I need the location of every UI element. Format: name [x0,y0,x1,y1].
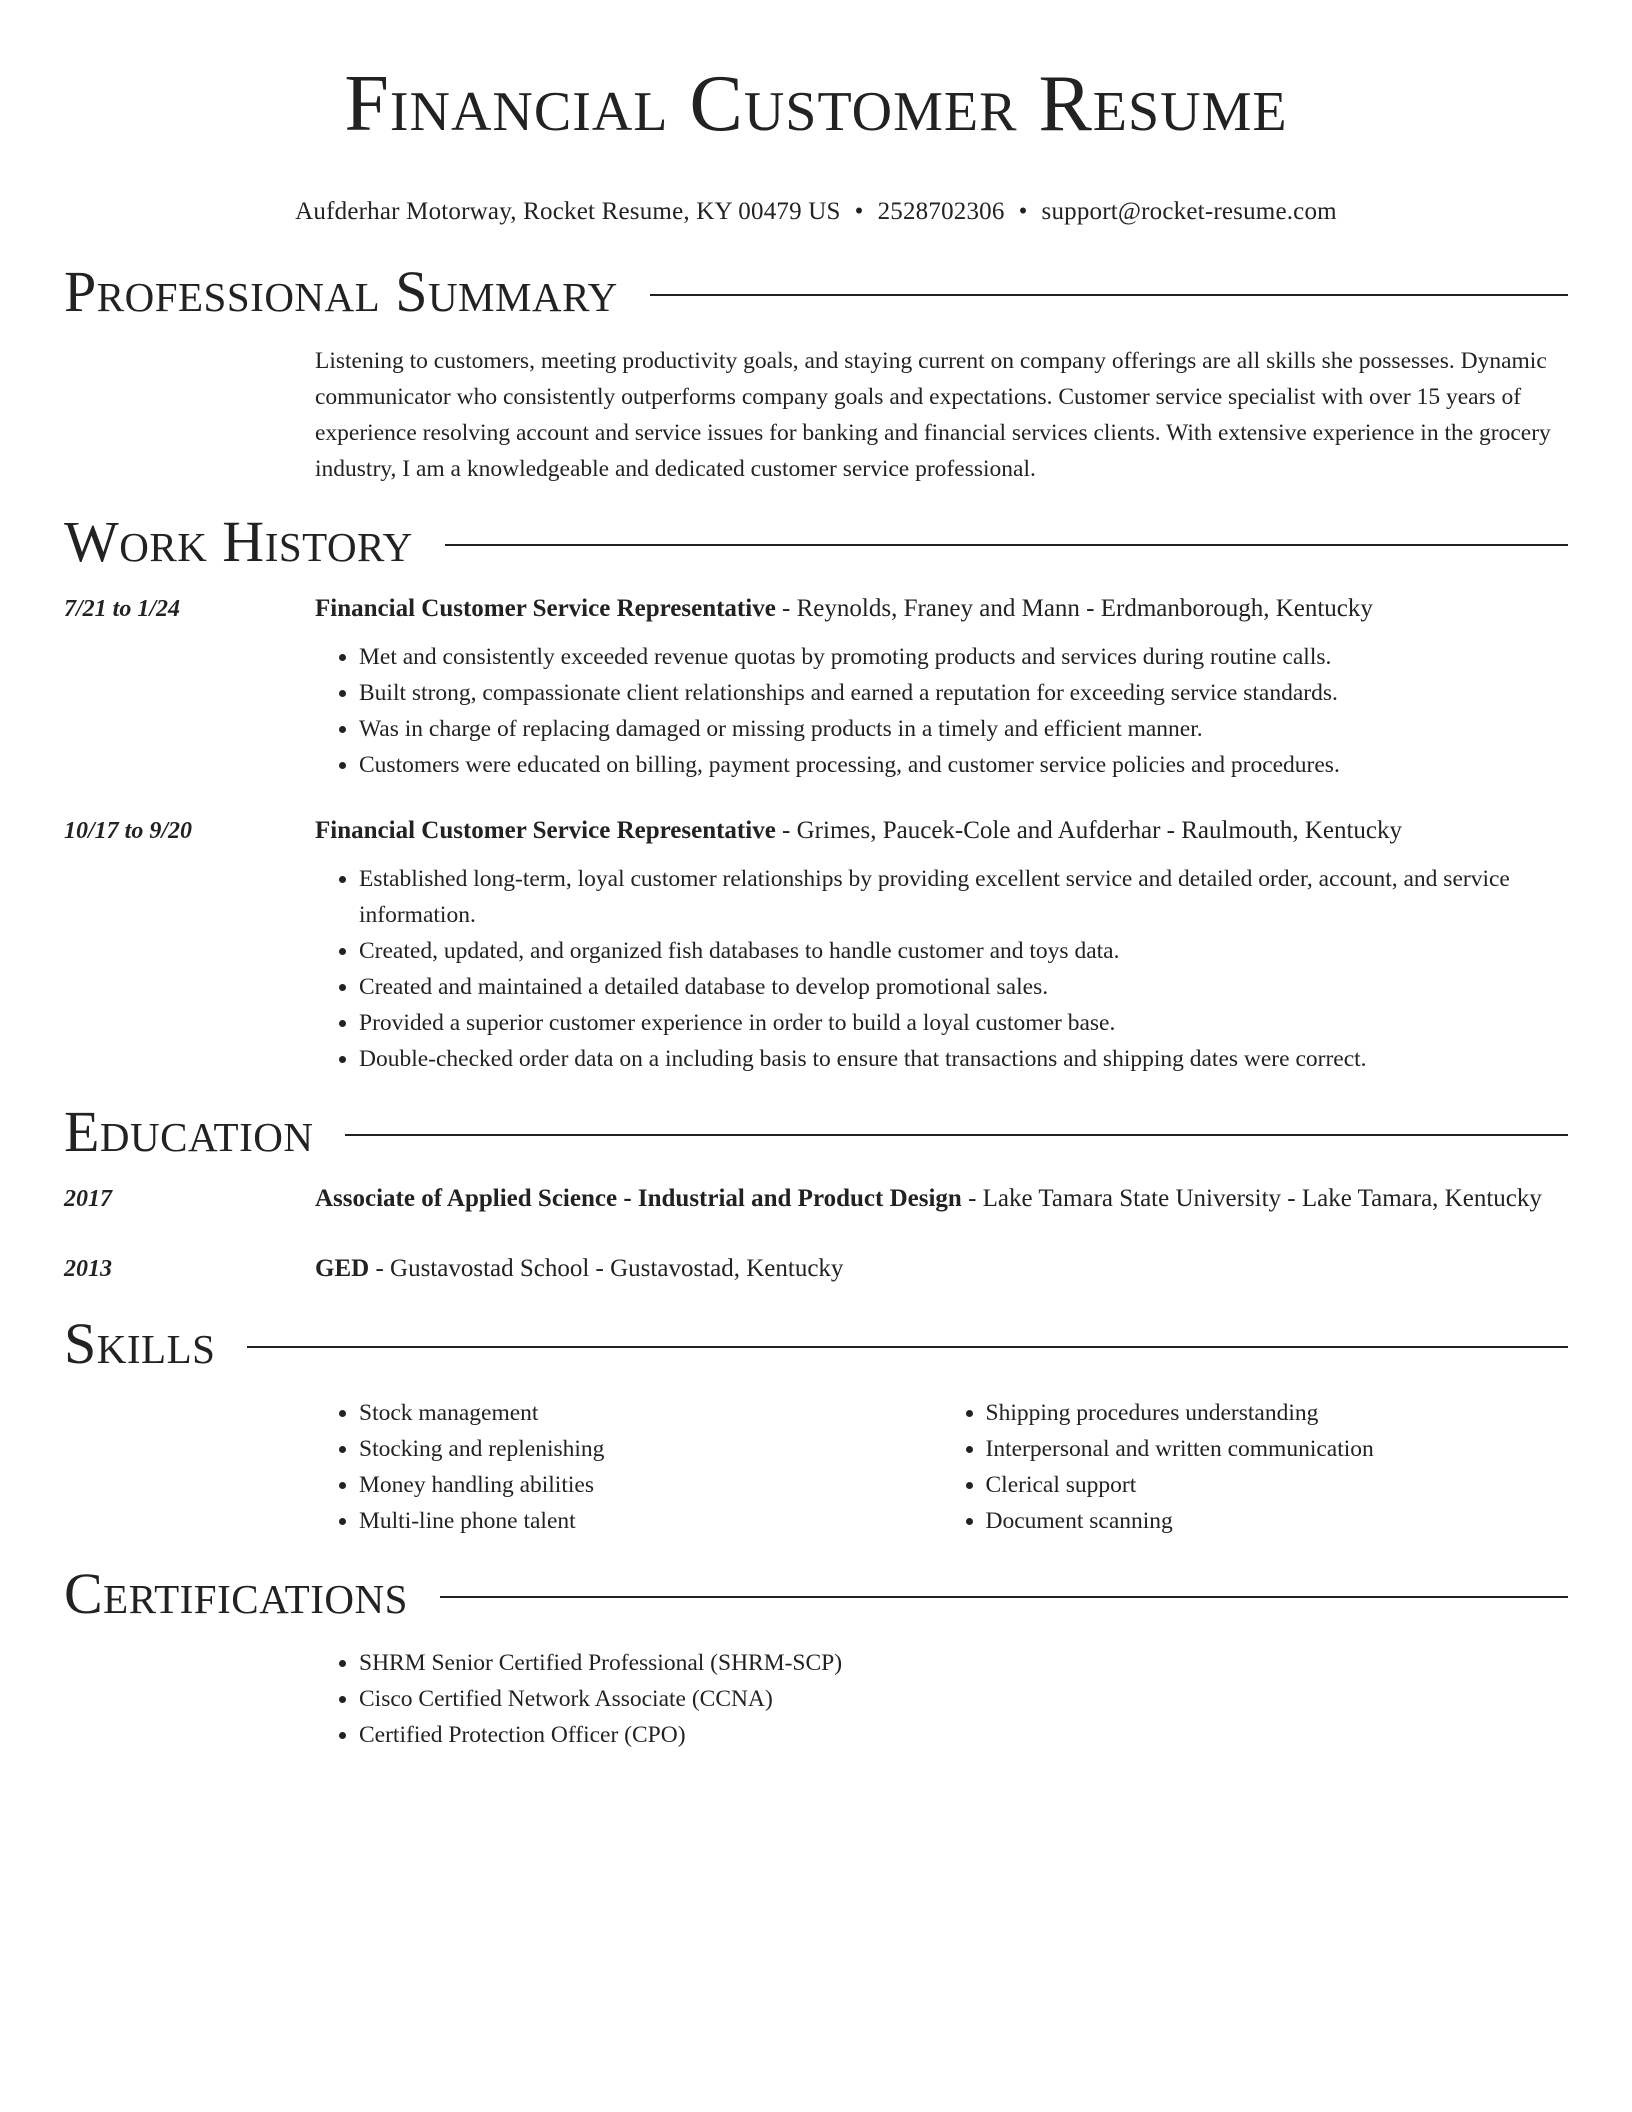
section-work-history [64,508,1568,1077]
job-dates: 10/17 to 9/20 [64,817,193,844]
section-header [64,1560,1568,1626]
list-item: • Provided a superior customer experience in order to build a loyal customer base. [359,1005,1568,1041]
section-divider [440,1596,1568,1598]
skills-list-left [315,1395,942,1539]
section-header [64,258,1568,324]
education-entry [64,1179,1568,1219]
skills-columns [315,1395,1568,1539]
list-item: • Stock management [359,1395,942,1431]
job-entry [64,811,1568,1077]
list-item: • SHRM Senior Certified Professional (SHRM-SCP) [359,1645,1568,1681]
education-degree: Associate of Applied Science - Industrial and Product Design [315,1184,962,1212]
education-year: 2017 [64,1185,112,1212]
section-divider [445,544,1568,546]
certifications-list [315,1645,1568,1753]
job-headline [315,589,1568,629]
separator-dot: • [1018,197,1028,225]
resume-title: Financial Customer Resume [344,60,1288,148]
list-item: • Cisco Certified Network Associate (CCNA) [359,1681,1568,1717]
list-item: • Customers were educated on billing, payment processing, and customer service policies and procedures. [359,747,1568,783]
education-degree: GED [315,1254,370,1282]
list-item: • Established long-term, loyal customer relationships by providing excellent service and detailed order, account, and service information. [359,861,1568,933]
section-education [64,1098,1568,1289]
list-item: • Interpersonal and written communication [986,1431,1569,1467]
education-details: - Gustavostad School - Gustavostad, Kentucky [369,1254,844,1282]
education-body [315,1179,1568,1219]
resume-page [64,0,1568,1753]
section-certifications [64,1560,1568,1753]
section-title: Education [64,1098,314,1164]
job-entry [64,589,1568,783]
section-professional-summary [64,258,1568,487]
list-item: • Created, updated, and organized fish databases to handle customer and toys data. [359,933,1568,969]
address-text: Aufderhar Motorway, Rocket Resume, KY 00479 US [295,197,841,225]
list-item: • Built strong, compassionate client relationships and earned a reputation for exceeding service standards. [359,675,1568,711]
job-details: - Grimes, Paucek-Cole and Aufderhar - Raulmouth, Kentucky [775,816,1403,844]
email-text: support@rocket-resume.com [1041,197,1337,225]
job-headline [315,811,1568,851]
list-item: • Certified Protection Officer (CPO) [359,1717,1568,1753]
section-header [64,1098,1568,1164]
summary-text: Listening to customers, meeting productivity goals, and staying current on company offerings are all skills she possesses. Dynamic communicator who consistently outperforms company goals and expectations. Customer service specialist with over 15 years of experience resolving account and service issues for banking and financial services clients. With extensive experience in the grocery industry, I am a knowledgeable and dedicated customer service professional. [315,347,1551,482]
separator-dot: • [854,197,864,225]
list-item: • Multi-line phone talent [359,1503,942,1539]
list-item: • Money handling abilities [359,1467,942,1503]
section-divider [650,294,1568,296]
skills-list-right [942,1395,1569,1539]
section-divider [247,1346,1568,1348]
section-divider [345,1134,1568,1136]
education-year: 2013 [64,1255,112,1282]
section-header [64,1310,1568,1376]
phone-text: 2528702306 [877,197,1005,225]
job-body [315,589,1568,783]
section-title: Professional Summary [64,258,618,324]
job-body [315,811,1568,1077]
list-item: • Document scanning [986,1503,1569,1539]
list-item: • Stocking and replenishing [359,1431,942,1467]
section-skills [64,1310,1568,1539]
job-bullets [315,861,1568,1077]
list-item: • Was in charge of replacing damaged or missing products in a timely and efficient manner. [359,711,1568,747]
list-item: • Double-checked order data on a including basis to ensure that transactions and shipping dates were correct. [359,1041,1568,1077]
section-title: Skills [64,1310,216,1376]
section-title: Work History [64,508,413,574]
list-item: • Met and consistently exceeded revenue quotas by promoting products and services during routine calls. [359,639,1568,675]
list-item: • Shipping procedures understanding [986,1395,1569,1431]
section-title: Certifications [64,1560,408,1626]
job-title: Financial Customer Service Representative [315,816,776,844]
education-body [315,1249,1568,1289]
job-title: Financial Customer Service Representative [315,594,776,622]
education-headline [315,1179,1568,1219]
section-header [64,508,1568,574]
job-details: - Reynolds, Franey and Mann - Erdmanborough, Kentucky [775,594,1373,622]
job-bullets [315,639,1568,783]
job-dates: 7/21 to 1/24 [64,595,181,622]
list-item: • Clerical support [986,1467,1569,1503]
list-item: • Created and maintained a detailed database to develop promotional sales. [359,969,1568,1005]
education-details: - Lake Tamara State University - Lake Tamara, Kentucky [961,1184,1542,1212]
education-entry [64,1249,1568,1289]
education-headline [315,1249,1568,1289]
contact-line [64,198,1568,226]
